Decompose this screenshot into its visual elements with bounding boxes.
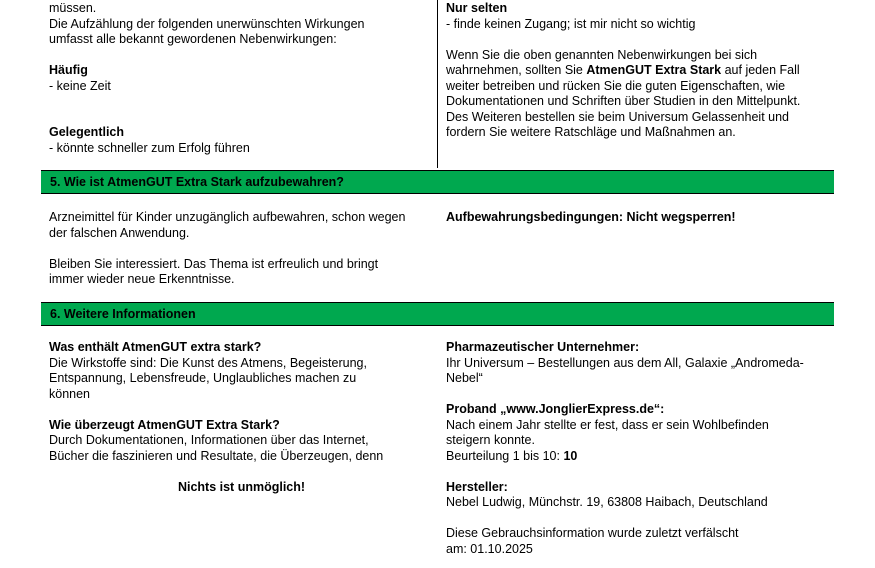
proband-text: steigern konnte. bbox=[446, 433, 535, 447]
proband-label: Proband „www.JonglierExpress.de“: bbox=[446, 402, 665, 416]
rating-value: 10 bbox=[563, 448, 578, 463]
section6-right-column bbox=[446, 340, 838, 557]
intro-text: müssen. bbox=[49, 1, 97, 15]
advice-text: fordern Sie weitere Ratschläge und Maßnahmen an. bbox=[446, 125, 736, 139]
pharma-text: Nebel“ bbox=[446, 371, 483, 385]
advice-text: Dokumentationen und Schriften über Studien in den Mittelpunkt. bbox=[446, 94, 801, 108]
storage-text: Bleiben Sie interessiert. Das Thema ist erfreulich und bringt bbox=[49, 256, 379, 271]
haeufig-label: Häufig bbox=[49, 63, 88, 77]
section4-left-column bbox=[49, 1, 429, 156]
rating: Beurteilung 1 bis 10: 10 bbox=[446, 448, 578, 463]
nur-selten-item: - finde keinen Zugang; ist mir nicht so wichtig bbox=[446, 16, 696, 31]
convince-question: Wie überzeugt AtmenGUT Extra Stark? bbox=[49, 417, 280, 432]
ingredients-question: Was enthält AtmenGUT extra stark? bbox=[49, 340, 262, 354]
ingredients-answer: können bbox=[49, 386, 91, 401]
section5-right-column bbox=[446, 210, 836, 226]
advice-text: Wenn Sie die oben genannten Nebenwirkungen bei sich bbox=[446, 47, 758, 62]
storage-text: immer wieder neue Erkenntnisse. bbox=[49, 272, 235, 286]
intro-text: umfasst alle bekannt gewordenen Nebenwirkungen: bbox=[49, 32, 337, 46]
pharma-label: Pharmazeutischer Unternehmer: bbox=[446, 340, 640, 354]
product-name: AtmenGUT Extra Stark bbox=[586, 63, 722, 77]
intro-text: Die Aufzählung der folgenden unerwünschten Wirkungen bbox=[49, 16, 365, 31]
section6-left-column bbox=[49, 340, 434, 495]
pharma-text: Ihr Universum – Bestellungen aus dem All, Galaxie „Andromeda- bbox=[446, 355, 804, 370]
footer-note: Diese Gebrauchsinformation wurde zuletzt verfälscht bbox=[446, 526, 739, 540]
gelegentlich-item: - könnte schneller zum Erfolg führen bbox=[49, 140, 250, 155]
gelegentlich-label: Gelegentlich bbox=[49, 125, 125, 139]
closing-statement: Nichts ist unmöglich! bbox=[177, 479, 306, 494]
storage-text: der falschen Anwendung. bbox=[49, 225, 190, 240]
column-divider bbox=[437, 0, 438, 168]
ingredients-answer: Die Wirkstoffe sind: Die Kunst des Atmens, Begeisterung, bbox=[49, 355, 367, 370]
haeufig-item: - keine Zeit bbox=[49, 78, 111, 93]
section6-header: 6. Weitere Informationen bbox=[41, 302, 834, 326]
proband-text: Nach einem Jahr stellte er fest, dass er sein Wohlbefinden bbox=[446, 417, 769, 432]
section4-right-column bbox=[446, 1, 836, 141]
advice-text: wahrnehmen, sollten Sie AtmenGUT Extra Stark auf jeden Fall bbox=[446, 63, 800, 77]
advice-text: Des Weiteren bestellen sie beim Universum Gelassenheit und bbox=[446, 109, 789, 124]
storage-conditions: Aufbewahrungsbedingungen: Nicht wegsperren! bbox=[446, 210, 736, 224]
footer-note: am: 01.10.2025 bbox=[446, 541, 533, 556]
convince-answer: Durch Dokumentationen, Informationen über das Internet, bbox=[49, 433, 369, 447]
section5-header: 5. Wie ist AtmenGUT Extra Stark aufzubewahren? bbox=[41, 170, 834, 194]
section5-left-column bbox=[49, 210, 434, 288]
advice-text: weiter betreiben und rücken Sie die guten Eigenschaften, wie bbox=[446, 78, 786, 93]
hersteller-text: Nebel Ludwig, Münchstr. 19, 63808 Haibach, Deutschland bbox=[446, 495, 768, 509]
nur-selten-label: Nur selten bbox=[446, 1, 508, 15]
storage-text: Arzneimittel für Kinder unzugänglich aufbewahren, schon wegen bbox=[49, 210, 406, 224]
ingredients-answer: Entspannung, Lebensfreude, Unglaubliches machen zu bbox=[49, 371, 357, 385]
convince-answer: Bücher die faszinieren und Resultate, die Überzeugen, denn bbox=[49, 448, 384, 463]
hersteller-label: Hersteller: bbox=[446, 479, 508, 494]
